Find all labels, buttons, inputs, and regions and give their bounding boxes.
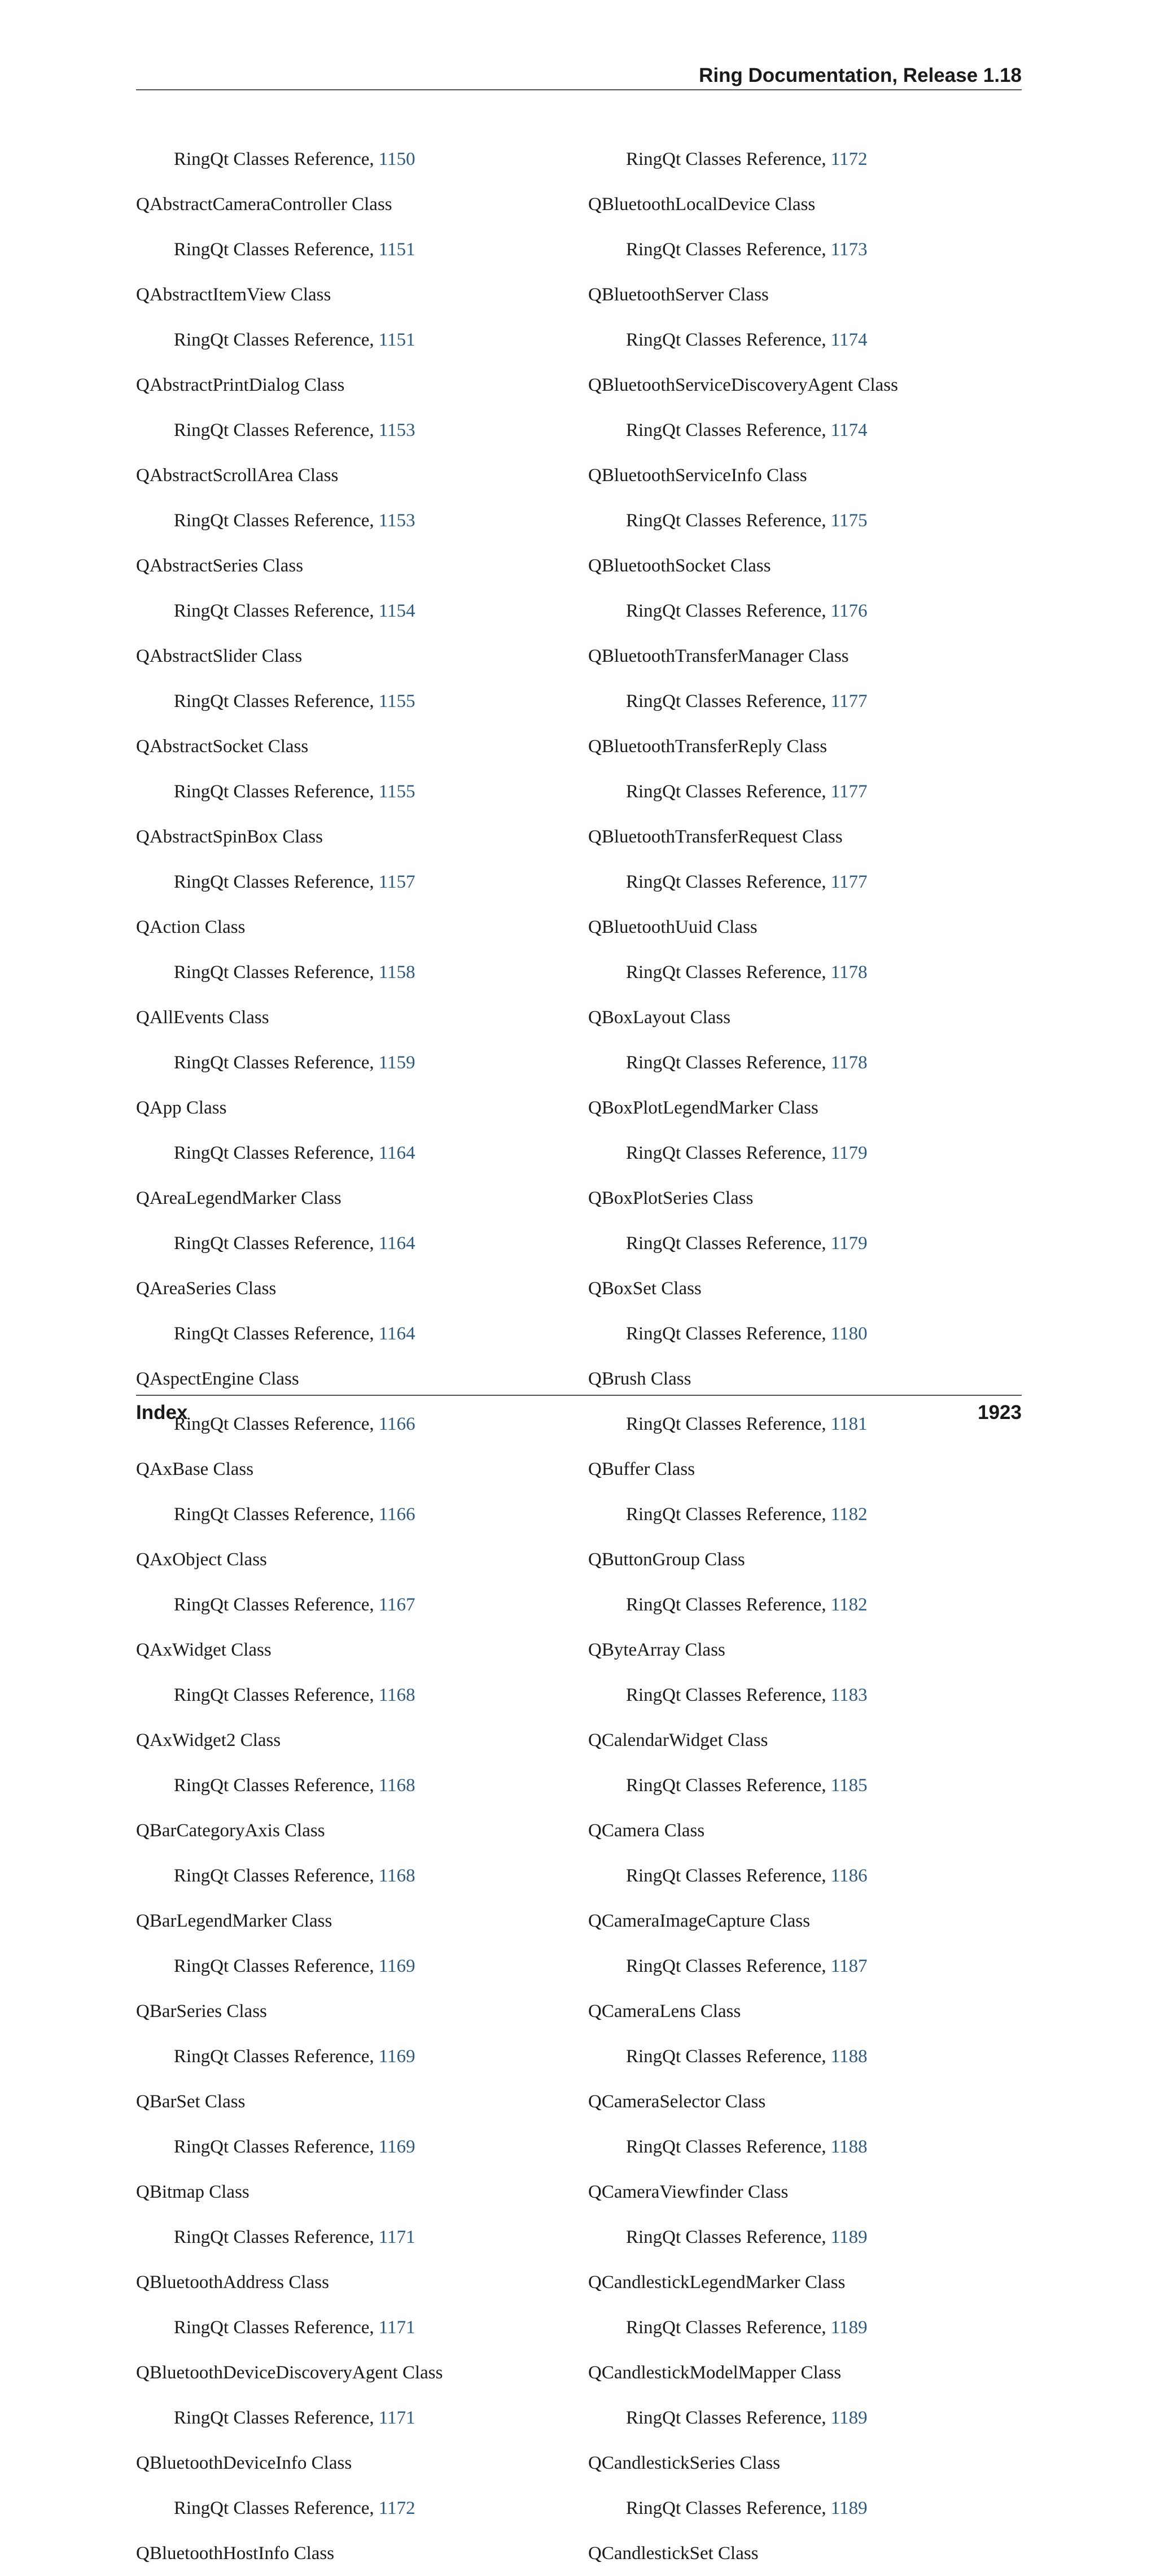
index-subentry [588, 1311, 1028, 1356]
page-number-link[interactable]: 1151 [378, 330, 415, 350]
page-number-link[interactable]: 1187 [830, 1956, 868, 1976]
index-column-right [588, 137, 1028, 2576]
subentry-label: RingQt Classes Reference, [626, 1324, 831, 1344]
page-number-link[interactable]: 1164 [378, 1324, 415, 1344]
page-number-link[interactable]: 1189 [830, 2408, 868, 2428]
running-header [136, 62, 1022, 90]
index-subentry [588, 1582, 1028, 1627]
index-entry: QButtonGroup Class [588, 1549, 745, 1570]
index-entry: QBluetoothSocket Class [588, 556, 771, 576]
index-subentry [588, 2215, 1028, 2260]
index-subentry [588, 1492, 1028, 1537]
index-entry: QAbstractScrollArea Class [136, 465, 339, 486]
index-entry: QBarLegendMarker Class [136, 1911, 332, 1931]
index-entry: QBluetoothServiceDiscoveryAgent Class [588, 375, 898, 395]
page-number-link[interactable]: 1153 [378, 510, 415, 531]
page-number-link[interactable]: 1172 [830, 149, 868, 169]
index-entry: QBluetoothTransferReply Class [588, 736, 827, 757]
index-subentry [136, 1311, 576, 1356]
subentry-label: RingQt Classes Reference, [626, 1143, 831, 1163]
subentry-label: RingQt Classes Reference, [626, 420, 831, 440]
subentry-label: RingQt Classes Reference, [174, 691, 379, 711]
index-subentry [588, 227, 1028, 272]
index-subentry [136, 1221, 576, 1266]
index-subentry [588, 859, 1028, 905]
subentry-label: RingQt Classes Reference, [174, 2408, 379, 2428]
index-entry: QApp Class [136, 1098, 227, 1118]
index-entry: QBoxLayout Class [588, 1007, 731, 1028]
index-entry: QBluetoothServiceInfo Class [588, 465, 807, 486]
page-number-link[interactable]: 1171 [378, 2408, 415, 2428]
index-entry: QAxObject Class [136, 1549, 267, 1570]
index-entry: QCamera Class [588, 1820, 705, 1841]
page-number-link[interactable]: 1182 [830, 1504, 868, 1525]
page-number-link[interactable]: 1180 [830, 1324, 868, 1344]
page-number-link[interactable]: 1168 [378, 1685, 415, 1705]
page-number-link[interactable]: 1167 [378, 1595, 415, 1615]
index-entry: QBluetoothHostInfo Class [136, 2543, 335, 2564]
page-number-link[interactable]: 1189 [830, 2317, 868, 2338]
index-subentry [136, 1582, 576, 1627]
subentry-label: RingQt Classes Reference, [626, 1956, 831, 1976]
subentry-label: RingQt Classes Reference, [626, 962, 831, 983]
page-number-link[interactable]: 1155 [378, 691, 415, 711]
index-subentry [588, 137, 1028, 182]
subentry-label: RingQt Classes Reference, [174, 1775, 379, 1796]
index-subentry [136, 859, 576, 905]
subentry-label: RingQt Classes Reference, [174, 1233, 379, 1254]
page-number-link[interactable]: 1189 [830, 2227, 868, 2247]
index-subentry [136, 769, 576, 814]
index-entry: QBitmap Class [136, 2182, 249, 2202]
subentry-label: RingQt Classes Reference, [174, 1956, 379, 1976]
page-number-link[interactable]: 1188 [830, 2137, 868, 2157]
index-entry: QAreaLegendMarker Class [136, 1188, 341, 1208]
page-number-link[interactable]: 1153 [378, 420, 415, 440]
subentry-label: RingQt Classes Reference, [174, 2137, 379, 2157]
index-entry: QAbstractSlider Class [136, 646, 303, 666]
index-subentry [136, 317, 576, 363]
subentry-label: RingQt Classes Reference, [626, 872, 831, 892]
subentry-label: RingQt Classes Reference, [174, 1595, 379, 1615]
index-entry: QBarCategoryAxis Class [136, 1820, 325, 1841]
page-number-link[interactable]: 1188 [830, 2046, 868, 2067]
page-number-link[interactable]: 1172 [378, 2498, 415, 2518]
footer-section-name: Index [136, 1401, 188, 1424]
index-entry: QBuffer Class [588, 1459, 695, 1479]
subentry-label: RingQt Classes Reference, [626, 601, 831, 621]
index-entry: QBluetoothUuid Class [588, 917, 757, 937]
subentry-label: RingQt Classes Reference, [174, 2317, 379, 2338]
index-entry: QByteArray Class [588, 1640, 725, 1660]
index-subentry [588, 2305, 1028, 2350]
subentry-label: RingQt Classes Reference, [174, 239, 379, 260]
index-entry: QAbstractPrintDialog Class [136, 375, 345, 395]
index-subentry [136, 1492, 576, 1537]
index-entry: QBluetoothServer Class [588, 285, 769, 305]
index-subentry [588, 317, 1028, 363]
index-subentry [136, 408, 576, 453]
index-entry: QBarSet Class [136, 2092, 246, 2112]
page-number-link[interactable]: 1179 [830, 1233, 868, 1254]
index-entry: QCameraLens Class [588, 2001, 741, 2021]
page-number-link[interactable]: 1151 [378, 239, 415, 260]
subentry-label: RingQt Classes Reference, [174, 1143, 379, 1163]
index-subentry [588, 498, 1028, 543]
index-entry: QBluetoothTransferManager Class [588, 646, 849, 666]
page-number-link[interactable]: 1182 [830, 1595, 868, 1615]
index-subentry [136, 2305, 576, 2350]
index-subentry [136, 1673, 576, 1718]
index-entry: QCameraImageCapture Class [588, 1911, 811, 1931]
index-entry: QAbstractSeries Class [136, 556, 304, 576]
subentry-label: RingQt Classes Reference, [626, 2137, 831, 2157]
index-entry: QAspectEngine Class [136, 1369, 299, 1389]
index-entry: QBrush Class [588, 1369, 691, 1389]
subentry-label: RingQt Classes Reference, [174, 872, 379, 892]
index-subentry [136, 950, 576, 995]
index-subentry [136, 498, 576, 543]
subentry-label: RingQt Classes Reference, [626, 2498, 831, 2518]
page-number-link[interactable]: 1158 [378, 962, 415, 983]
index-subentry [588, 1763, 1028, 1808]
index-entry: QAbstractSpinBox Class [136, 827, 323, 847]
page-number-link[interactable]: 1174 [830, 330, 868, 350]
subentry-label: RingQt Classes Reference, [626, 2046, 831, 2067]
index-subentry [136, 2395, 576, 2440]
index-entry: QAllEvents Class [136, 1007, 269, 1028]
subentry-label: RingQt Classes Reference, [626, 149, 831, 169]
index-entry: QAxWidget Class [136, 1640, 272, 1660]
page-number-link[interactable]: 1171 [378, 2227, 415, 2247]
index-entry: QBluetoothTransferRequest Class [588, 827, 843, 847]
page-number-link[interactable]: 1150 [378, 149, 415, 169]
index-subentry [588, 1040, 1028, 1085]
page-number-link[interactable]: 1173 [830, 239, 868, 260]
index-subentry [136, 2486, 576, 2531]
page-number-link[interactable]: 1178 [830, 1053, 868, 1073]
page-number-link[interactable]: 1176 [830, 601, 868, 621]
index-entry: QAbstractSocket Class [136, 736, 309, 757]
index-entry: QBluetoothAddress Class [136, 2272, 329, 2293]
page-number-link[interactable]: 1169 [378, 2046, 415, 2067]
index-entry: QBluetoothDeviceDiscoveryAgent Class [136, 2363, 443, 2383]
page-number-link[interactable]: 1177 [830, 781, 868, 802]
index-entry: QCandlestickSeries Class [588, 2453, 781, 2473]
index-entry: QCalendarWidget Class [588, 1730, 768, 1750]
index-entry: QAxBase Class [136, 1459, 254, 1479]
subentry-label: RingQt Classes Reference, [626, 239, 831, 260]
index-subentry [588, 2034, 1028, 2079]
page-number-link[interactable]: 1174 [830, 420, 868, 440]
index-column-left [136, 137, 576, 2576]
subentry-label: RingQt Classes Reference, [626, 330, 831, 350]
index-entry: QCameraSelector Class [588, 2092, 766, 2112]
page-number-link[interactable]: 1159 [378, 1053, 415, 1073]
subentry-label: RingQt Classes Reference, [174, 1414, 379, 1434]
page-number-link[interactable]: 1157 [378, 872, 415, 892]
subentry-label: RingQt Classes Reference, [174, 330, 379, 350]
index-subentry [136, 2034, 576, 2079]
index-subentry [588, 2486, 1028, 2531]
subentry-label: RingQt Classes Reference, [626, 2227, 831, 2247]
subentry-label: RingQt Classes Reference, [626, 2408, 831, 2428]
index-subentry [588, 679, 1028, 724]
index-subentry [588, 1944, 1028, 1989]
index-subentry [136, 1853, 576, 1898]
page-number-link[interactable]: 1155 [378, 781, 415, 802]
subentry-label: RingQt Classes Reference, [626, 781, 831, 802]
subentry-label: RingQt Classes Reference, [174, 149, 379, 169]
index-subentry [588, 2395, 1028, 2440]
subentry-label: RingQt Classes Reference, [626, 1866, 831, 1886]
index-subentry [136, 588, 576, 634]
index-subentry [588, 408, 1028, 453]
index-entry: QBluetoothLocalDevice Class [588, 194, 816, 215]
index-subentry [136, 1944, 576, 1989]
index-subentry [136, 2215, 576, 2260]
page-number-link[interactable]: 1175 [830, 510, 868, 531]
index-entry: QCandlestickSet Class [588, 2543, 759, 2564]
page-number-link[interactable]: 1164 [378, 1143, 415, 1163]
subentry-label: RingQt Classes Reference, [174, 510, 379, 531]
page-number-link[interactable]: 1164 [378, 1233, 415, 1254]
page-number-link[interactable]: 1178 [830, 962, 868, 983]
subentry-label: RingQt Classes Reference, [174, 2227, 379, 2247]
index-subentry [588, 1130, 1028, 1176]
page-number-link[interactable]: 1186 [830, 1866, 868, 1886]
page-number-link[interactable]: 1154 [378, 601, 415, 621]
subentry-label: RingQt Classes Reference, [174, 1866, 379, 1886]
index-entry: QAreaSeries Class [136, 1278, 277, 1299]
index-subentry [136, 1763, 576, 1808]
footer-page-number: 1923 [978, 1401, 1022, 1424]
subentry-label: RingQt Classes Reference, [174, 420, 379, 440]
index-entry: QBarSeries Class [136, 2001, 267, 2021]
subentry-label: RingQt Classes Reference, [174, 1053, 379, 1073]
index-entry: QBluetoothDeviceInfo Class [136, 2453, 352, 2473]
subentry-label: RingQt Classes Reference, [626, 1233, 831, 1254]
index-subentry [136, 679, 576, 724]
page-number-link[interactable]: 1177 [830, 691, 868, 711]
subentry-label: RingQt Classes Reference, [626, 1775, 831, 1796]
index-subentry [588, 2124, 1028, 2169]
subentry-label: RingQt Classes Reference, [626, 1504, 831, 1525]
index-subentry [136, 227, 576, 272]
page-number-link[interactable]: 1185 [830, 1775, 868, 1796]
index-subentry [136, 1040, 576, 1085]
index-subentry [136, 2124, 576, 2169]
subentry-label: RingQt Classes Reference, [626, 2317, 831, 2338]
index-subentry [588, 950, 1028, 995]
page-number-link[interactable]: 1168 [378, 1866, 415, 1886]
page-number-link[interactable]: 1183 [830, 1685, 868, 1705]
index-entry: QAbstractItemView Class [136, 285, 331, 305]
subentry-label: RingQt Classes Reference, [626, 691, 831, 711]
subentry-label: RingQt Classes Reference, [174, 1504, 379, 1525]
subentry-label: RingQt Classes Reference, [174, 2498, 379, 2518]
page-number-link[interactable]: 1169 [378, 1956, 415, 1976]
index-subentry [588, 1221, 1028, 1266]
subentry-label: RingQt Classes Reference, [626, 1595, 831, 1615]
subentry-label: RingQt Classes Reference, [626, 1053, 831, 1073]
index-subentry [588, 1673, 1028, 1718]
page-number-link[interactable]: 1177 [830, 872, 868, 892]
document-title: Ring Documentation, Release 1.18 [699, 64, 1022, 86]
index-entry: QBoxSet Class [588, 1278, 702, 1299]
subentry-label: RingQt Classes Reference, [174, 1324, 379, 1344]
index-entry: QAxWidget2 Class [136, 1730, 281, 1750]
page-number-link[interactable]: 1189 [830, 2498, 868, 2518]
subentry-label: RingQt Classes Reference, [174, 2046, 379, 2067]
page-number-link[interactable]: 1168 [378, 1775, 415, 1796]
running-footer [136, 1395, 1022, 1429]
index-entry: QAbstractCameraController Class [136, 194, 392, 215]
subentry-label: RingQt Classes Reference, [174, 962, 379, 983]
index-entry: QCameraViewfinder Class [588, 2182, 789, 2202]
subentry-label: RingQt Classes Reference, [174, 781, 379, 802]
index-subentry [588, 588, 1028, 634]
index-entry: QCandlestickLegendMarker Class [588, 2272, 846, 2293]
page-number-link[interactable]: 1169 [378, 2137, 415, 2157]
index-entry: QBoxPlotSeries Class [588, 1188, 754, 1208]
page-number-link[interactable]: 1181 [830, 1414, 868, 1434]
subentry-label: RingQt Classes Reference, [626, 1414, 831, 1434]
index-entry: QBoxPlotLegendMarker Class [588, 1098, 818, 1118]
page-number-link[interactable]: 1166 [378, 1414, 415, 1434]
subentry-label: RingQt Classes Reference, [626, 510, 831, 531]
subentry-label: RingQt Classes Reference, [174, 1685, 379, 1705]
index-entry: QCandlestickModelMapper Class [588, 2363, 842, 2383]
page-number-link[interactable]: 1179 [830, 1143, 868, 1163]
page-number-link[interactable]: 1171 [378, 2317, 415, 2338]
index-entry: QAction Class [136, 917, 246, 937]
index-subentry [588, 1853, 1028, 1898]
index-subentry [136, 1130, 576, 1176]
page-number-link[interactable]: 1166 [378, 1504, 415, 1525]
subentry-label: RingQt Classes Reference, [626, 1685, 831, 1705]
index-subentry [588, 769, 1028, 814]
subentry-label: RingQt Classes Reference, [174, 601, 379, 621]
index-subentry [136, 137, 576, 182]
